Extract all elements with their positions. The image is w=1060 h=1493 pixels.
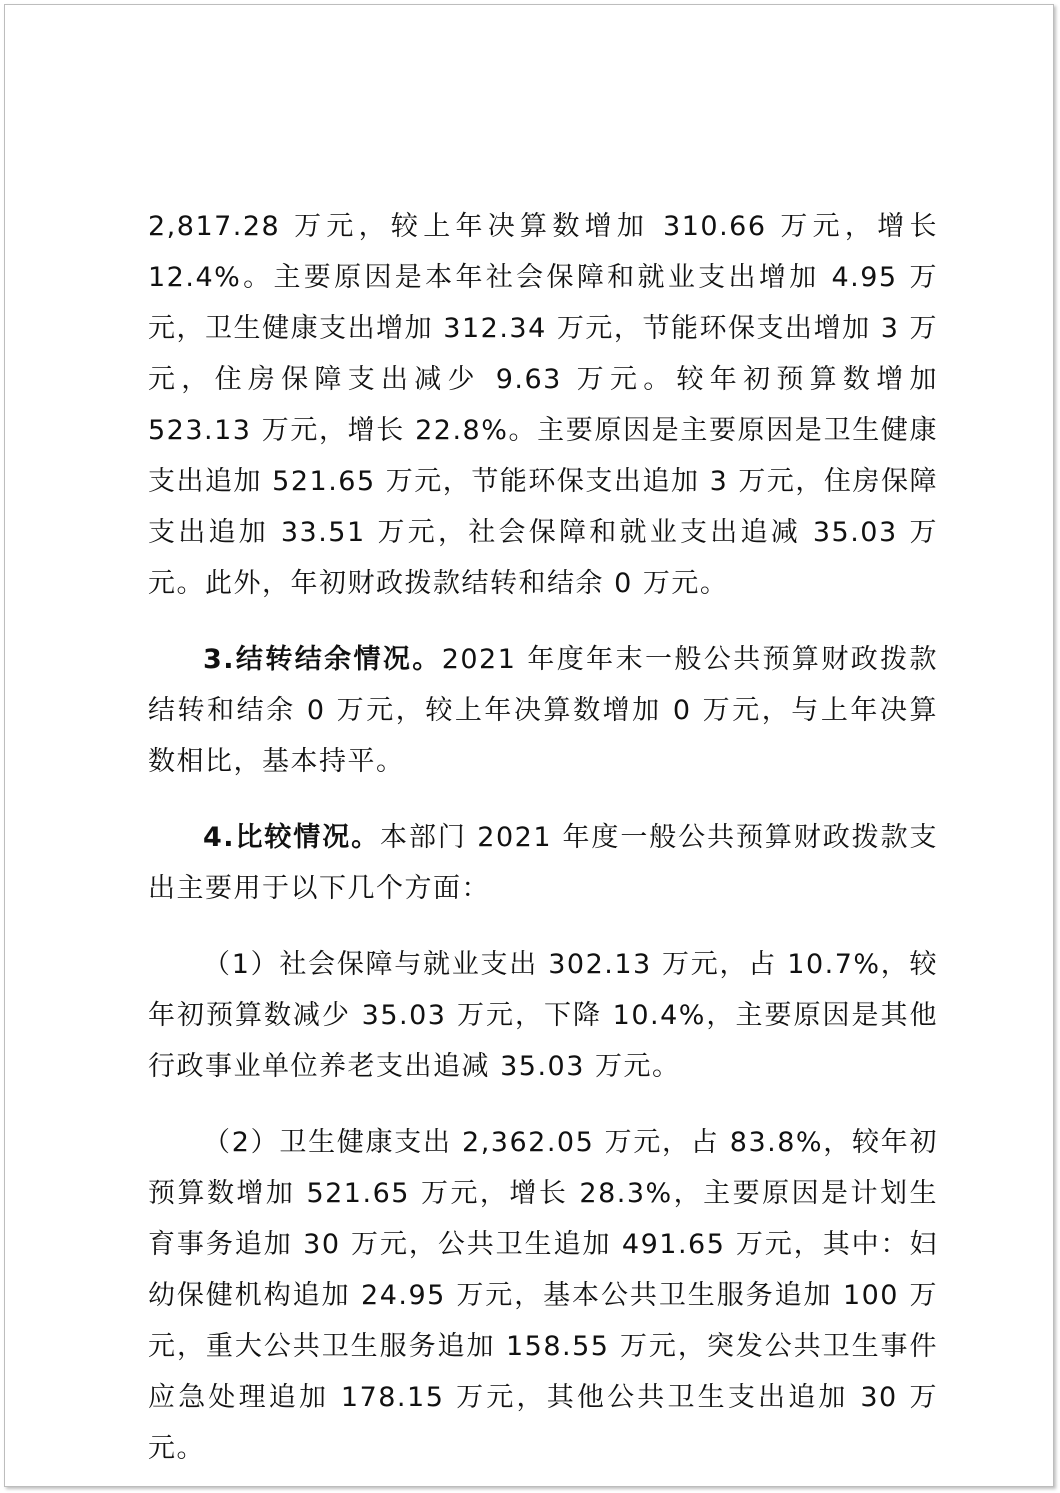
paragraph-text: （2）卫生健康支出 2,362.05 万元，占 83.8%，较年初预算数增加 521.65 万元，增长 28.3%，主要原因是计划生育事务追加 30 万元，公共卫生追加 491.65 万元，其中：妇幼保健机构追加 24.95 万元，基本公共卫生服务追加 100 万元，重大公共卫生服务追加 158.55 万元，突发公共卫生事件应急处理追加 178.15 万元，其他公共卫生支出追加 30 万元。 [148, 1127, 938, 1464]
paragraph-text: 本部门 2021 年度一般公共预算财政拨款支出主要用于以下几个方面： [148, 822, 938, 904]
paragraph-carryover [148, 634, 938, 787]
paragraph-text: 2,817.28 万元，较上年决算数增加 310.66 万元，增长 12.4%。主要原因是本年社会保障和就业支出增加 4.95 万元，卫生健康支出增加 312.34 万元，节能环保支出增加 3 万元，住房保障支出减少 9.63 万元。较年初预算数增加 523.13 万元，增长 22.8%。主要原因是主要原因是卫生健康支出追加 521.65 万元，节能环保支出追加 3 万元，住房保障支出追加 33.51 万元，社会保障和就业支出追减 35.03 万元。此外，年初财政拨款结转和结余 0 万元。 [148, 211, 938, 599]
paragraph-comparison [148, 812, 938, 914]
paragraph-budget-change [148, 201, 938, 609]
paragraph-item-social-security [148, 939, 938, 1092]
document-page [4, 4, 1054, 1487]
paragraph-text: （1）社会保障与就业支出 302.13 万元，占 10.7%，较年初预算数减少 35.03 万元，下降 10.4%，主要原因是其他行政事业单位养老支出追减 35.03 万元。 [148, 949, 938, 1082]
document-body [148, 201, 938, 1474]
section-heading: 3.结转结余情况。 [203, 644, 442, 675]
paragraph-item-health [148, 1117, 938, 1474]
paragraph-text: 2021 年度年末一般公共预算财政拨款结转和结余 0 万元，较上年决算数增加 0 万元，与上年决算数相比，基本持平。 [148, 644, 939, 777]
section-heading: 4.比较情况。 [203, 822, 381, 853]
